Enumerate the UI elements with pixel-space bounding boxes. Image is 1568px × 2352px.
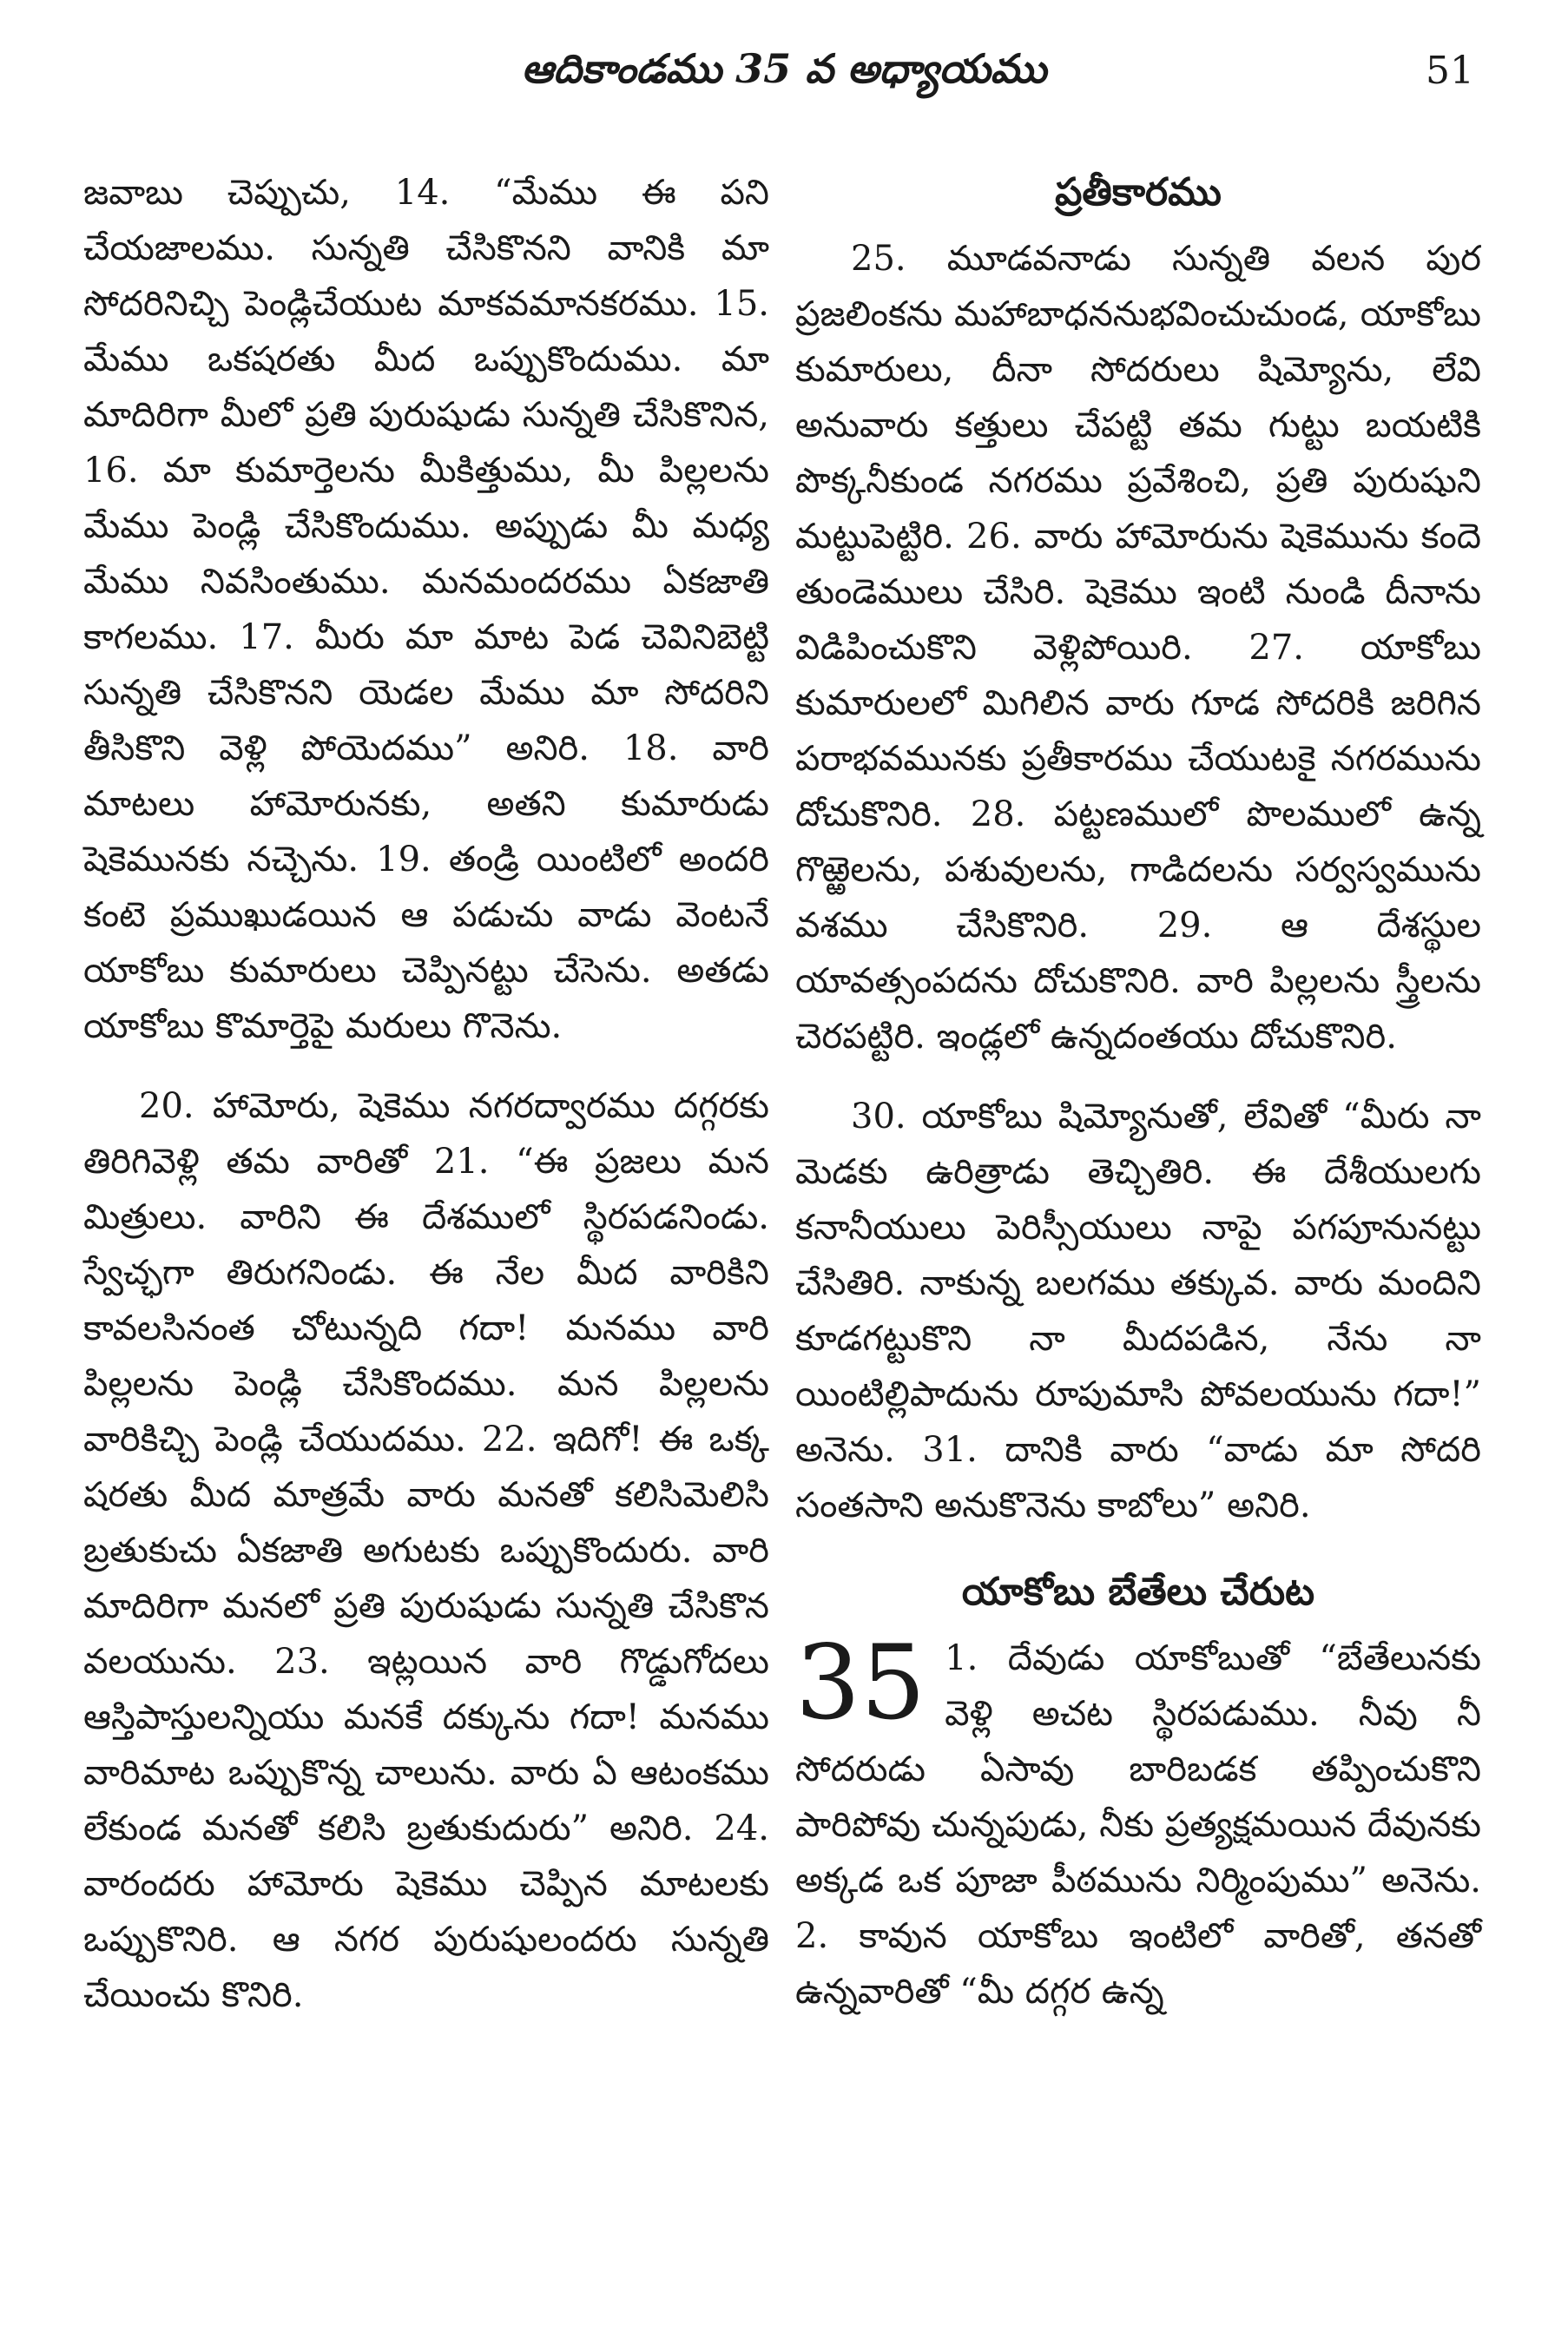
verse-paragraph: జవాబు చెప్పుచు, 14. “మేము ఈ పని చేయజాలము. సున్నతి చేసికొనని వానికి మా సోదరినిచ్చి పెండ్లిచేయుట మాకవమానకరము. 15. మేము ఒకషరతు మీద ఒప్పుకొందుము. మా మాదిరిగా మీలో ప్రతి పురుషుడు సున్నతి చేసికొనిన, 16. మా కుమార్తెలను మీకిత్తుము, మీ పిల్లలను మేము పెండ్లి చేసికొందుము. అప్పుడు మీ మధ్య మేము నివసింతుము. మనమందరము ఏకజాతి కాగలము. 17. మీరు మా మాట పెడ చెవినిబెట్టి సున్నతి చేసికొనని యెడల మేము మా సోదరిని తీసికొని వెళ్లి పోయెదము” అనిరి. 18. వారి మాటలు హామోరునకు, అతని కుమారుడు షెకెమునకు నచ్చెను. 19. తండ్రి యింటిలో అందరి కంటె ప్రముఖుడయిన ఆ పడుచు వాడు వెంటనే యాకోబు కుమారులు చెప్పినట్టు చేసెను. అతడు యాకోబు కొమార్తెపై మరులు గొనెను.: [83, 173, 769, 1046]
page-number: 51: [1426, 49, 1474, 93]
verse-paragraph: 25. మూడవనాడు సున్నతి వలన పుర ప్రజలింకను మహాబాధననుభవించుచుండ, యాకోబు కుమారులు, దీనా సోదరులు షిమ్యోను, లేవి అనువారు కత్తులు చేపట్టి తమ గుట్టు బయటికి పొక్కనీకుండ నగరము ప్రవేశించి, ప్రతి పురుషుని మట్టుపెట్టిరి. 26. వారు హామోరును షెకెమును కందె తుండెములు చేసిరి. షెకెము ఇంటి నుండి దీనాను విడిపించుకొని వెళ్లిపోయిరి. 27. యాకోబు కుమారులలో మిగిలిన వారు గూడ సోదరికి జరిగిన పరాభవమునకు ప్రతీకారము చేయుటకై నగరమును దోచుకొనిరి. 28. పట్టణములో పొలములో ఉన్న గొఱ్ఱెలను, పశువులను, గాడిదలను సర్వస్వమును వశము చేసికొనిరి. 29. ఆ దేశస్థుల యావత్సంపదను దోచుకొనిరి. వారి పిల్లలను స్త్రీలను చెరపట్టిరి. ఇండ్లలో ఉన్నదంతయు దోచుకొనిరి.: [795, 239, 1481, 1057]
chapter-opening-paragraph: [795, 1623, 1481, 2019]
section-heading: యాకోబు బేతేలు చేరుట: [961, 1570, 1315, 1614]
verse-paragraph: 30. యాకోబు షిమ్యోనుతో, లేవితో “మీరు నా మెడకు ఉరిత్రాడు తెచ్చితిరి. ఈ దేశీయులగు కనానీయులు పెరిస్సీయులు నాపై పగపూనునట్టు చేసితిరి. నాకున్న బలగము తక్కువ. వారు మందిని కూడగట్టుకొని నా మీదపడిన, నేను నా యింటిల్లిపాదును రూపుమాసి పోవలయును గదా!” అనెను. 31. దానికి వారు “వాడు మా సోదరి సంతసాని అనుకొనెను కాబోలు” అనిరి.: [795, 1097, 1481, 1525]
verse-paragraph: 20. హామోరు, షెకెము నగరద్వారము దగ్గరకు తిరిగివెళ్లి తమ వారితో 21. “ఈ ప్రజలు మన మిత్రులు. వారిని ఈ దేశములో స్థిరపడనిండు. స్వేచ్ఛగా తిరుగనిండు. ఈ నేల మీద వారికిని కావలసినంత చోటున్నది గదా! మనము వారి పిల్లలను పెండ్లి చేసికొందము. మన పిల్లలను వారికిచ్చి పెండ్లి చేయుదము. 22. ఇదిగో! ఈ ఒక్క షరతు మీద మాత్రమే వారు మనతో కలిసిమెలిసి బ్రతుకుచు ఏకజాతి అగుటకు ఒప్పుకొందురు. వారి మాదిరిగా మనలో ప్రతి పురుషుడు సున్నతి చేసికొన వలయును. 23. ఇట్లయిన వారి గొడ్డుగోదలు ఆస్తిపాస్తులన్నియు మనకే దక్కును గదా! మనము వారిమాట ఒప్పుకొన్న చాలును. వారు ఏ ఆటంకము లేకుండ మనతో కలిసి బ్రతుకుదురు” అనిరి. 24. వారందరు హామోరు షెకెము చెప్పిన మాటలకు ఒప్పుకొనిరి. ఆ నగర పురుషులందరు సున్నతి చేయించు కొనిరి.: [83, 1086, 769, 2015]
verse-text: 1. దేవుడు యాకోబుతో “బేతేలునకు వెళ్లి అచట స్థిరపడుము. నీవు నీ సోదరుడు ఏసావు బారిబడక తప్పించుకొని పారిపోవు చున్నపుడు, నీకు ప్రత్యక్షమయిన దేవునకు అక్కడ ఒక పూజా పీఠమును నిర్మింపుము” అనెను. 2. కావున యాకోబు ఇంటిలో వారితో, తనతో ఉన్నవారితో “మీ దగ్గర ఉన్న: [795, 1638, 1481, 2012]
right-column: [795, 165, 1481, 2019]
left-column: [83, 165, 769, 2023]
page-header: [0, 45, 1568, 123]
chapter-number: 35: [795, 1623, 926, 1743]
section-heading: ప్రతీకారము: [1055, 170, 1222, 214]
running-title: ఆదికాండము 35 వ అధ్యాయము: [521, 45, 1047, 92]
